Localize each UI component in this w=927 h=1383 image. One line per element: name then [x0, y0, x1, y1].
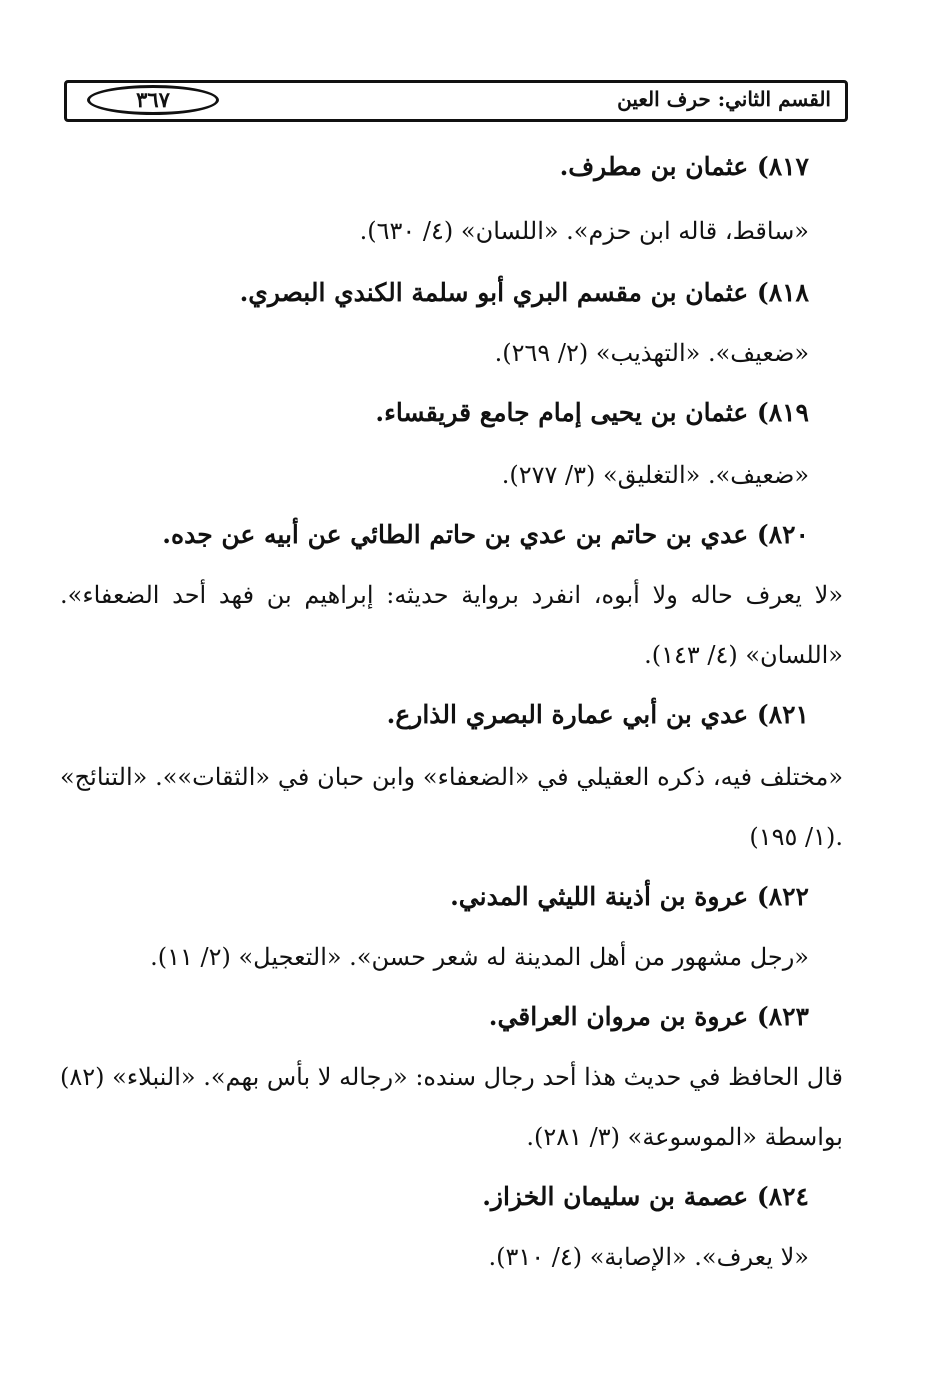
entry-text: «لا يعرف حاله ولا أبوه، انفرد برواية حديثه: إبراهيم بن فهد أحد الضعفاء». — [60, 581, 843, 609]
running-header — [64, 80, 848, 122]
entry-heading: ٨١٩) عثمان بن يحيى إمام جامع قريقساء. — [375, 398, 809, 427]
entry-text: «لا يعرف». «الإصابة» (٤/ ٣١٠). — [488, 1243, 809, 1271]
entry-text: (١/ ١٩٥). — [749, 823, 843, 851]
entry-heading: ٨٢٠) عدي بن حاتم بن عدي بن حاتم الطائي عن أبيه عن جده. — [162, 520, 809, 549]
entry-text: «ضعيف». «التهذيب» (٢/ ٢٦٩). — [494, 339, 809, 367]
entry-heading: ٨٢٤) عصمة بن سليمان الخزاز. — [482, 1182, 809, 1211]
entry-text: «مختلف فيه، ذكره العقيلي في «الضعفاء» وابن حبان في «الثقات»». «التنائج» — [60, 763, 843, 791]
entry-text: «ضعيف». «التغليق» (٣/ ٢٧٧). — [501, 461, 809, 489]
section-title: القسم الثاني: حرف العين — [617, 87, 831, 111]
entry-heading: ٨٢١) عدي بن أبي عمارة البصري الذارع. — [386, 700, 809, 729]
entry-text: «اللسان» (٤/ ١٤٣). — [644, 641, 843, 669]
entry-heading: ٨١٧) عثمان بن مطرف. — [559, 152, 809, 181]
entry-text: قال الحافظ في حديث هذا أحد رجال سنده: «رجاله لا بأس بهم». «النبلاء» (٨٢) — [60, 1063, 843, 1091]
page-number-badge: ٣٦٧ — [87, 85, 219, 115]
entry-text: بواسطة «الموسوعة» (٣/ ٢٨١). — [526, 1123, 843, 1151]
entry-heading: ٨١٨) عثمان بن مقسم البري أبو سلمة الكندي البصري. — [239, 278, 809, 307]
entry-text: «ساقط، قاله ابن حزم». «اللسان» (٤/ ٦٣٠). — [359, 217, 809, 245]
entry-heading: ٨٢٣) عروة بن مروان العراقي. — [488, 1002, 809, 1031]
entry-heading: ٨٢٢) عروة بن أذينة الليثي المدني. — [450, 882, 809, 911]
entry-text: «رجل مشهور من أهل المدينة له شعر حسن». «التعجيل» (٢/ ١١). — [150, 943, 809, 971]
